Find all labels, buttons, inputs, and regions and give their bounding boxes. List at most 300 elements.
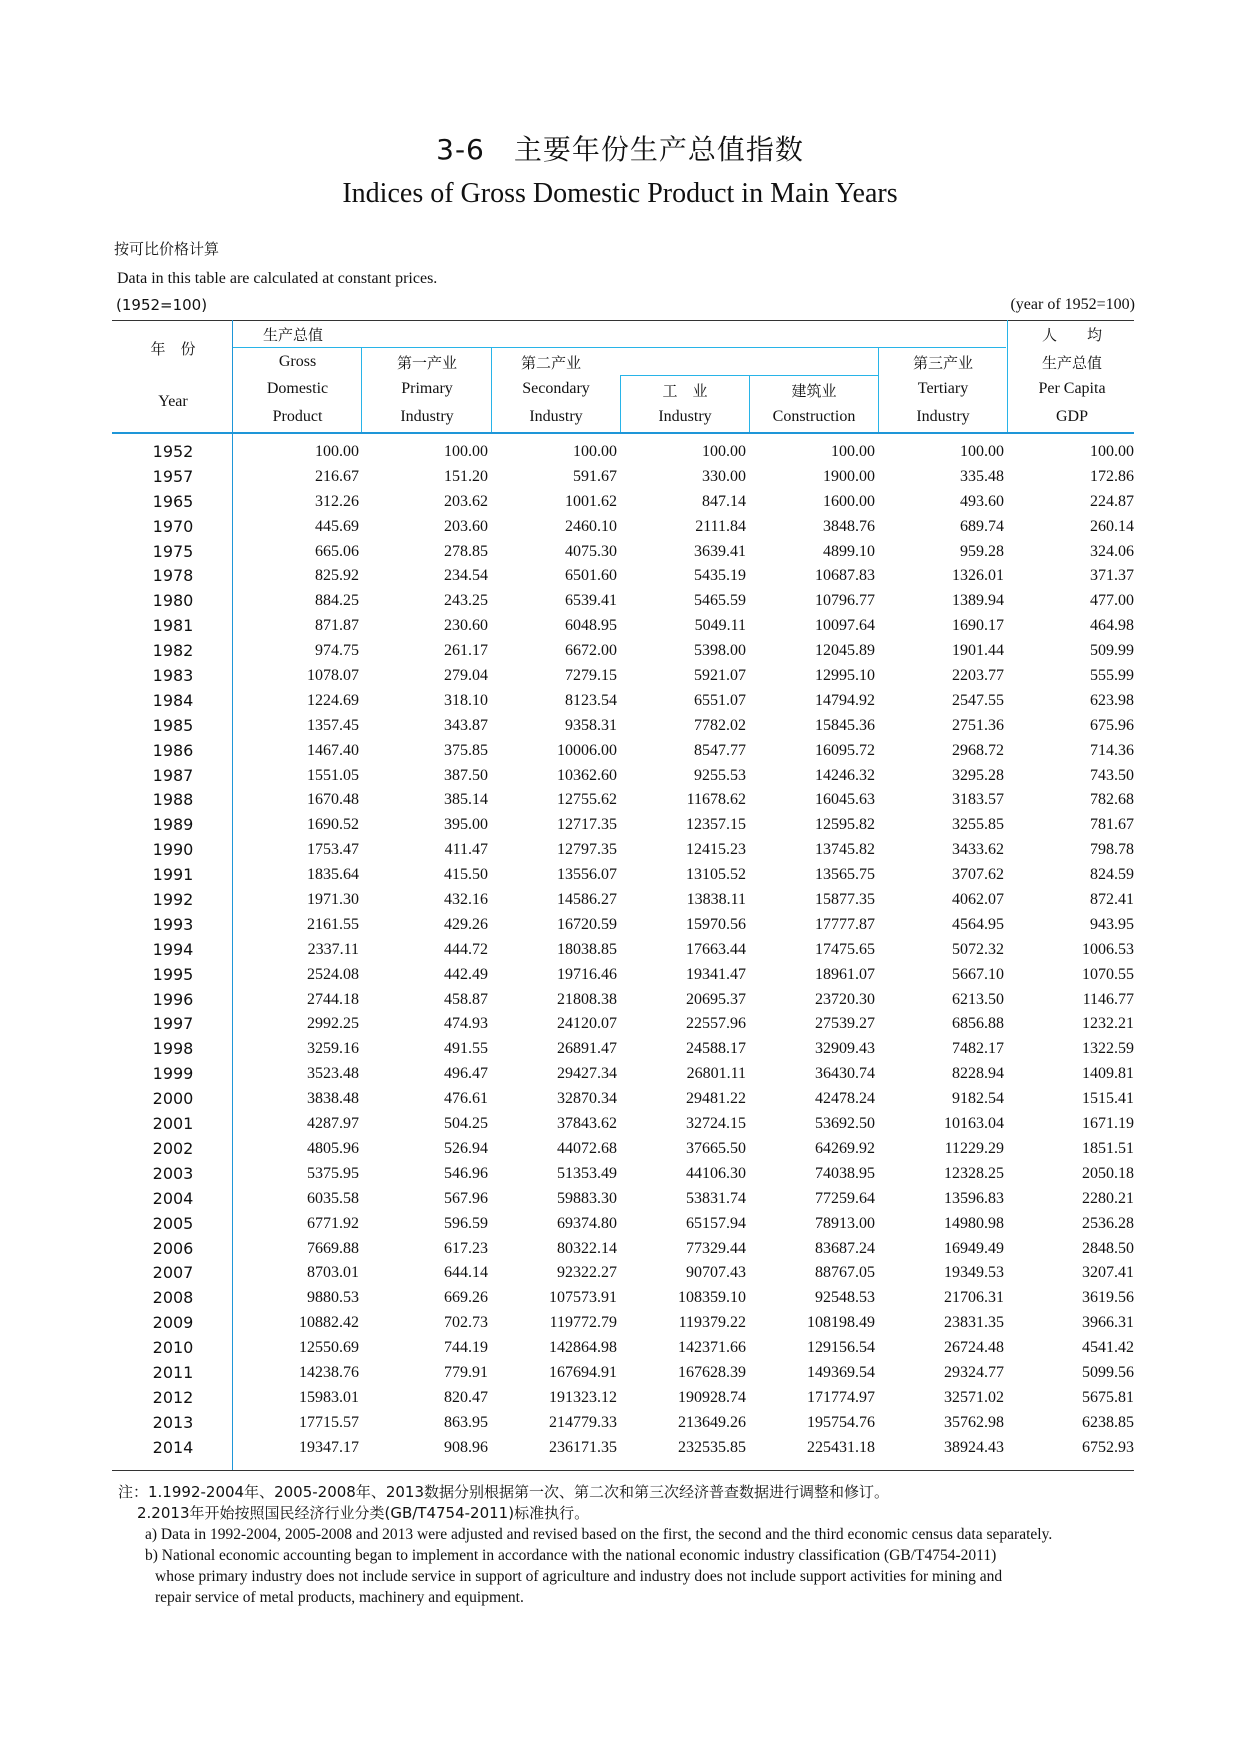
value-cell-gdp: 1670.48 [307,791,359,809]
value-cell-gdp: 1690.52 [307,816,359,834]
value-cell-construction: 27539.27 [815,1015,875,1033]
value-cell-tertiary: 5667.10 [952,965,1004,983]
value-cell-industry: 13838.11 [686,891,746,909]
value-cell-per-capita-gdp: 798.78 [1090,841,1134,859]
value-cell-gdp: 8703.01 [307,1264,359,1282]
value-cell-construction: 4899.10 [823,542,875,560]
value-cell-tertiary: 12328.25 [944,1164,1004,1182]
table-bottom-rule [112,1470,1134,1471]
header-tertiary-en-2: Industry [916,408,970,425]
value-cell-gdp: 19347.17 [299,1438,359,1456]
base-year-note-right: (year of 1952=100) [1010,296,1135,313]
value-cell-per-capita-gdp: 2050.18 [1082,1164,1134,1182]
value-cell-construction: 10796.77 [815,592,875,610]
value-cell-primary: 203.60 [444,517,488,535]
value-cell-primary: 442.49 [444,965,488,983]
value-cell-industry: 8547.77 [694,741,746,759]
year-cell: 1992 [152,890,194,910]
header-divider-primary [361,347,362,432]
value-cell-industry: 6551.07 [694,691,746,709]
page-title-cn: 3-6 主要年份生产总值指数 [436,133,804,166]
value-cell-primary: 343.87 [444,716,488,734]
value-cell-gdp: 100.00 [315,443,359,460]
header-percapita-cn-1: 人 均 [1041,326,1102,344]
value-cell-construction: 14794.92 [815,691,875,709]
value-cell-industry: 19341.47 [686,965,746,983]
value-cell-primary: 411.47 [444,841,488,859]
page-title-en: Indices of Gross Domestic Product in Main Years [342,178,898,209]
value-cell-construction: 17475.65 [815,940,875,958]
value-cell-per-capita-gdp: 464.98 [1090,617,1134,635]
value-cell-gdp: 884.25 [315,592,359,610]
value-cell-tertiary: 2751.36 [952,716,1004,734]
value-cell-industry: 17663.44 [686,940,746,958]
value-cell-tertiary: 3707.62 [952,866,1004,884]
year-cell: 1999 [152,1064,194,1084]
value-cell-industry: 77329.44 [686,1239,746,1257]
value-cell-secondary: 10362.60 [557,766,617,784]
value-cell-industry: 3639.41 [694,542,746,560]
value-cell-construction: 32909.43 [815,1040,875,1058]
value-cell-secondary: 214779.33 [549,1413,617,1431]
value-cell-tertiary: 2547.55 [952,691,1004,709]
value-cell-industry: 32724.15 [686,1115,746,1133]
value-cell-secondary: 13556.07 [557,866,617,884]
year-cell: 2002 [152,1138,194,1158]
table-body [114,441,1140,1462]
value-cell-tertiary: 1690.17 [952,617,1004,635]
value-cell-tertiary: 21706.31 [944,1289,1004,1307]
value-cell-primary: 526.94 [444,1139,488,1157]
value-cell-per-capita-gdp: 782.68 [1090,791,1134,809]
year-cell: 1978 [152,566,194,586]
value-cell-gdp: 1551.05 [307,766,359,784]
value-cell-per-capita-gdp: 1070.55 [1082,965,1134,983]
table-row [114,939,1140,964]
value-cell-industry: 5435.19 [694,567,746,585]
value-cell-primary: 279.04 [444,667,488,685]
value-cell-gdp: 1971.30 [307,891,359,909]
value-cell-secondary: 32870.34 [557,1090,617,1108]
year-cell: 2003 [152,1163,194,1183]
header-percapita-en-2: GDP [1055,408,1088,425]
value-cell-primary: 415.50 [444,866,488,884]
value-cell-industry: 53831.74 [686,1189,746,1207]
header-bottom-rule [112,432,1134,434]
value-cell-construction: 53692.50 [815,1115,875,1133]
value-cell-tertiary: 6856.88 [952,1015,1004,1033]
value-cell-secondary: 6048.95 [565,617,617,635]
table-row [114,516,1140,541]
constant-price-note-en: Data in this table are calculated at constant prices. [117,270,438,287]
table-row [114,789,1140,814]
value-cell-tertiary: 493.60 [960,492,1004,510]
table-row [114,491,1140,516]
value-cell-construction: 42478.24 [815,1090,875,1108]
header-secondary-en-1: Secondary [522,380,590,397]
table-row [114,1437,1140,1462]
value-cell-tertiary: 1389.94 [952,592,1004,610]
value-cell-per-capita-gdp: 872.41 [1090,891,1134,909]
header-industry-en: Industry [658,408,712,425]
value-cell-construction: 225431.18 [807,1438,875,1456]
value-cell-per-capita-gdp: 509.99 [1090,642,1134,660]
value-cell-construction: 78913.00 [815,1214,875,1232]
value-cell-per-capita-gdp: 555.99 [1090,667,1134,685]
value-cell-gdp: 3523.48 [307,1065,359,1083]
value-cell-gdp: 1835.64 [307,866,359,884]
table-row [114,1238,1140,1263]
value-cell-industry: 5049.11 [694,617,746,635]
value-cell-industry: 142371.66 [678,1339,746,1357]
value-cell-construction: 100.00 [831,443,875,460]
value-cell-secondary: 12755.62 [557,791,617,809]
footnote-en-b: b) National economic accounting began to implement in accordance with the national economic industry classification (GB/T4754-2011) [145,1547,997,1564]
year-cell: 1970 [152,516,194,536]
year-cell: 1989 [152,815,194,835]
value-cell-construction: 16095.72 [815,741,875,759]
year-cell: 1996 [152,989,194,1009]
value-cell-industry: 167628.39 [678,1363,746,1381]
table-row [114,1163,1140,1188]
table-row [114,914,1140,939]
year-cell: 2001 [152,1114,194,1134]
value-cell-secondary: 59883.30 [557,1189,617,1207]
value-cell-gdp: 1357.45 [307,716,359,734]
value-cell-industry: 7782.02 [694,716,746,734]
year-cell: 2006 [152,1238,194,1258]
value-cell-secondary: 119772.79 [549,1314,617,1332]
value-cell-per-capita-gdp: 371.37 [1090,567,1134,585]
value-cell-per-capita-gdp: 1671.19 [1082,1115,1134,1133]
table-row [114,864,1140,889]
value-cell-primary: 546.96 [444,1164,488,1182]
value-cell-primary: 669.26 [444,1289,488,1307]
value-cell-secondary: 6501.60 [565,567,617,585]
footnote-cn-2: 2.2013年开始按照国民经济行业分类(GB/T4754-2011)标准执行。 [137,1504,590,1522]
value-cell-construction: 83687.24 [815,1239,875,1257]
header-gdp-en-1: Gross [278,353,317,370]
value-cell-construction: 15877.35 [815,891,875,909]
value-cell-industry: 12357.15 [686,816,746,834]
value-cell-primary: 491.55 [444,1040,488,1058]
year-cell: 2013 [152,1412,194,1432]
value-cell-primary: 203.62 [444,492,488,510]
footnote-cn-1: 注：1.1992-2004年、2005-2008年、2013数据分别根据第一次、第二次和第三次经济普查数据进行调整和修订。 [118,1483,890,1501]
value-cell-primary: 278.85 [444,542,488,560]
value-cell-industry: 5398.00 [694,642,746,660]
value-cell-per-capita-gdp: 1006.53 [1082,940,1134,958]
table-row [114,814,1140,839]
value-cell-primary: 234.54 [444,567,488,585]
footnote-en-b-cont-1: whose primary industry does not include service in support of agriculture and industry does not include support activities for mining and [155,1568,1003,1585]
value-cell-per-capita-gdp: 6238.85 [1082,1413,1134,1431]
value-cell-secondary: 37843.62 [557,1115,617,1133]
value-cell-secondary: 1001.62 [565,492,617,510]
value-cell-secondary: 80322.14 [557,1239,617,1257]
value-cell-per-capita-gdp: 623.98 [1090,691,1134,709]
value-cell-gdp: 871.87 [315,617,359,635]
value-cell-per-capita-gdp: 172.86 [1090,467,1134,485]
value-cell-gdp: 10882.42 [299,1314,359,1332]
table-row [114,765,1140,790]
value-cell-industry: 5465.59 [694,592,746,610]
value-cell-industry: 22557.96 [686,1015,746,1033]
value-cell-industry: 847.14 [702,492,746,510]
year-cell: 2010 [152,1338,194,1358]
value-cell-per-capita-gdp: 3207.41 [1082,1264,1134,1282]
value-cell-per-capita-gdp: 2536.28 [1082,1214,1134,1232]
value-cell-per-capita-gdp: 1851.51 [1082,1139,1134,1157]
table-top-rule [112,320,1134,321]
value-cell-per-capita-gdp: 5099.56 [1082,1363,1134,1381]
year-cell: 2004 [152,1188,194,1208]
header-primary-en-2: Industry [400,408,454,425]
value-cell-secondary: 9358.31 [565,716,617,734]
value-cell-secondary: 26891.47 [557,1040,617,1058]
value-cell-tertiary: 3255.85 [952,816,1004,834]
value-cell-gdp: 3838.48 [307,1090,359,1108]
year-cell: 1984 [152,690,194,710]
year-cell: 2011 [152,1362,194,1382]
year-cell: 1997 [152,1014,194,1034]
header-gdp-cn: 生产总值 [263,326,324,344]
year-cell: 1998 [152,1039,194,1059]
value-cell-tertiary: 26724.48 [944,1339,1004,1357]
year-cell: 1981 [152,616,194,636]
header-industry-cn: 工 业 [662,382,708,400]
year-cell: 1991 [152,865,194,885]
year-cell: 1983 [152,666,194,686]
value-cell-per-capita-gdp: 3619.56 [1082,1289,1134,1307]
year-cell: 1987 [152,765,194,785]
value-cell-gdp: 1467.40 [307,741,359,759]
value-cell-per-capita-gdp: 824.59 [1090,866,1134,884]
table-row [114,615,1140,640]
table-row [114,640,1140,665]
year-cell: 1965 [152,491,194,511]
value-cell-per-capita-gdp: 5675.81 [1082,1388,1134,1406]
value-cell-secondary: 12717.35 [557,816,617,834]
table-row [114,441,1140,466]
value-cell-per-capita-gdp: 477.00 [1090,592,1134,610]
value-cell-secondary: 51353.49 [557,1164,617,1182]
value-cell-tertiary: 23831.35 [944,1314,1004,1332]
header-year-en: Year [158,393,188,410]
value-cell-secondary: 16720.59 [557,915,617,933]
header-secondary-cn: 第二产业 [521,354,582,372]
table-row [114,1337,1140,1362]
value-cell-industry: 190928.74 [678,1388,746,1406]
value-cell-secondary: 8123.54 [565,691,617,709]
year-cell: 1994 [152,939,194,959]
value-cell-industry: 13105.52 [686,866,746,884]
value-cell-primary: 744.19 [444,1339,488,1357]
value-cell-per-capita-gdp: 2280.21 [1082,1189,1134,1207]
value-cell-tertiary: 11229.29 [944,1139,1004,1157]
value-cell-tertiary: 35762.98 [944,1413,1004,1431]
table-row [114,1038,1140,1063]
value-cell-construction: 18961.07 [815,965,875,983]
value-cell-gdp: 825.92 [315,567,359,585]
value-cell-primary: 476.61 [444,1090,488,1108]
table-row [114,1362,1140,1387]
value-cell-tertiary: 9182.54 [952,1090,1004,1108]
value-cell-primary: 458.87 [444,990,488,1008]
table-row [114,565,1140,590]
value-cell-secondary: 24120.07 [557,1015,617,1033]
footnote-en-b-cont-2: repair service of metal products, machinery and equipment. [155,1589,524,1606]
value-cell-tertiary: 13596.83 [944,1189,1004,1207]
value-cell-primary: 779.91 [444,1363,488,1381]
value-cell-gdp: 5375.95 [307,1164,359,1182]
value-cell-secondary: 100.00 [573,443,617,460]
value-cell-tertiary: 38924.43 [944,1438,1004,1456]
header-primary-en-1: Primary [401,380,453,397]
year-cell: 2008 [152,1288,194,1308]
table-row [114,889,1140,914]
value-cell-gdp: 312.26 [315,492,359,510]
table-row [114,665,1140,690]
value-cell-tertiary: 2203.77 [952,667,1004,685]
value-cell-gdp: 445.69 [315,517,359,535]
value-cell-industry: 11678.62 [686,791,746,809]
value-cell-secondary: 591.67 [573,467,617,485]
value-cell-per-capita-gdp: 3966.31 [1082,1314,1134,1332]
value-cell-construction: 10687.83 [815,567,875,585]
value-cell-gdp: 15983.01 [299,1388,359,1406]
value-cell-industry: 9255.53 [694,766,746,784]
value-cell-gdp: 6771.92 [307,1214,359,1232]
header-secondary-en-2: Industry [529,408,583,425]
value-cell-primary: 395.00 [444,816,488,834]
base-year-note-left: (1952=100) [116,296,208,314]
value-cell-gdp: 1078.07 [307,667,359,685]
value-cell-tertiary: 100.00 [960,443,1004,460]
value-cell-secondary: 10006.00 [557,741,617,759]
value-cell-gdp: 6035.58 [307,1189,359,1207]
value-cell-industry: 12415.23 [686,841,746,859]
value-cell-tertiary: 1901.44 [952,642,1004,660]
year-cell: 1982 [152,641,194,661]
value-cell-secondary: 2460.10 [565,517,617,535]
table-row [114,964,1140,989]
value-cell-primary: 567.96 [444,1189,488,1207]
constant-price-note-cn: 按可比价格计算 [114,240,220,258]
value-cell-construction: 108198.49 [807,1314,875,1332]
value-cell-construction: 1900.00 [823,467,875,485]
value-cell-secondary: 4075.30 [565,542,617,560]
value-cell-construction: 13745.82 [815,841,875,859]
table-row [114,466,1140,491]
value-cell-gdp: 974.75 [315,642,359,660]
value-cell-per-capita-gdp: 1146.77 [1082,990,1134,1008]
value-cell-construction: 74038.95 [815,1164,875,1182]
value-cell-gdp: 2161.55 [307,915,359,933]
header-percapita-cn-2: 生产总值 [1041,354,1102,372]
value-cell-construction: 149369.54 [807,1363,875,1381]
year-cell: 1975 [152,541,194,561]
value-cell-industry: 15970.56 [686,915,746,933]
table-row [114,1113,1140,1138]
value-cell-gdp: 3259.16 [307,1040,359,1058]
value-cell-secondary: 69374.80 [557,1214,617,1232]
value-cell-primary: 863.95 [444,1413,488,1431]
value-cell-tertiary: 6213.50 [952,990,1004,1008]
footnote-en-a: a) Data in 1992-2004, 2005-2008 and 2013 were adjusted and revised based on the first, the second and the third economic census data separately. [145,1526,1053,1543]
table-row [114,1013,1140,1038]
table-row [114,1312,1140,1337]
value-cell-gdp: 2524.08 [307,965,359,983]
value-cell-gdp: 17715.57 [299,1413,359,1431]
value-cell-gdp: 9880.53 [307,1289,359,1307]
value-cell-industry: 119379.22 [678,1314,746,1332]
year-cell: 1993 [152,914,194,934]
value-cell-primary: 496.47 [444,1065,488,1083]
value-cell-tertiary: 2968.72 [952,741,1004,759]
year-cell: 1980 [152,591,194,611]
year-cell: 2014 [152,1437,194,1457]
value-cell-per-capita-gdp: 1515.41 [1082,1090,1134,1108]
value-cell-per-capita-gdp: 6752.93 [1082,1438,1134,1456]
value-cell-gdp: 2337.11 [307,940,359,958]
value-cell-gdp: 7669.88 [307,1239,359,1257]
year-cell: 2005 [152,1213,194,1233]
value-cell-primary: 596.59 [444,1214,488,1232]
table-row [114,1387,1140,1412]
table-row [114,715,1140,740]
year-cell: 1995 [152,964,194,984]
value-cell-secondary: 92322.27 [557,1264,617,1282]
value-cell-tertiary: 32571.02 [944,1388,1004,1406]
value-cell-construction: 15845.36 [815,716,875,734]
year-cell: 1952 [152,442,194,461]
value-cell-per-capita-gdp: 943.95 [1090,915,1134,933]
value-cell-construction: 17777.87 [815,915,875,933]
value-cell-industry: 2111.84 [695,517,746,535]
value-cell-per-capita-gdp: 1409.81 [1082,1065,1134,1083]
value-cell-tertiary: 959.28 [960,542,1004,560]
value-cell-primary: 820.47 [444,1388,488,1406]
value-cell-secondary: 6672.00 [565,642,617,660]
year-cell: 1986 [152,740,194,760]
value-cell-tertiary: 14980.98 [944,1214,1004,1232]
header-gdp-en-3: Product [272,408,323,425]
year-cell: 1957 [152,466,194,486]
value-cell-secondary: 44072.68 [557,1139,617,1157]
value-cell-industry: 24588.17 [686,1040,746,1058]
header-gdp-en-2: Domestic [266,380,329,397]
value-cell-secondary: 7279.15 [565,667,617,685]
year-cell: 1985 [152,715,194,735]
value-cell-secondary: 6539.41 [565,592,617,610]
value-cell-secondary: 12797.35 [557,841,617,859]
value-cell-primary: 230.60 [444,617,488,635]
value-cell-primary: 151.20 [444,467,488,485]
value-cell-tertiary: 1326.01 [952,567,1004,585]
value-cell-primary: 444.72 [444,940,488,958]
value-cell-tertiary: 5072.32 [952,940,1004,958]
value-cell-tertiary: 3433.62 [952,841,1004,859]
value-cell-secondary: 19716.46 [557,965,617,983]
year-cell: 1990 [152,840,194,860]
value-cell-secondary: 21808.38 [557,990,617,1008]
value-cell-industry: 330.00 [702,467,746,485]
value-cell-secondary: 18038.85 [557,940,617,958]
value-cell-primary: 504.25 [444,1115,488,1133]
footnotes [118,1482,1052,1608]
table-row [114,690,1140,715]
